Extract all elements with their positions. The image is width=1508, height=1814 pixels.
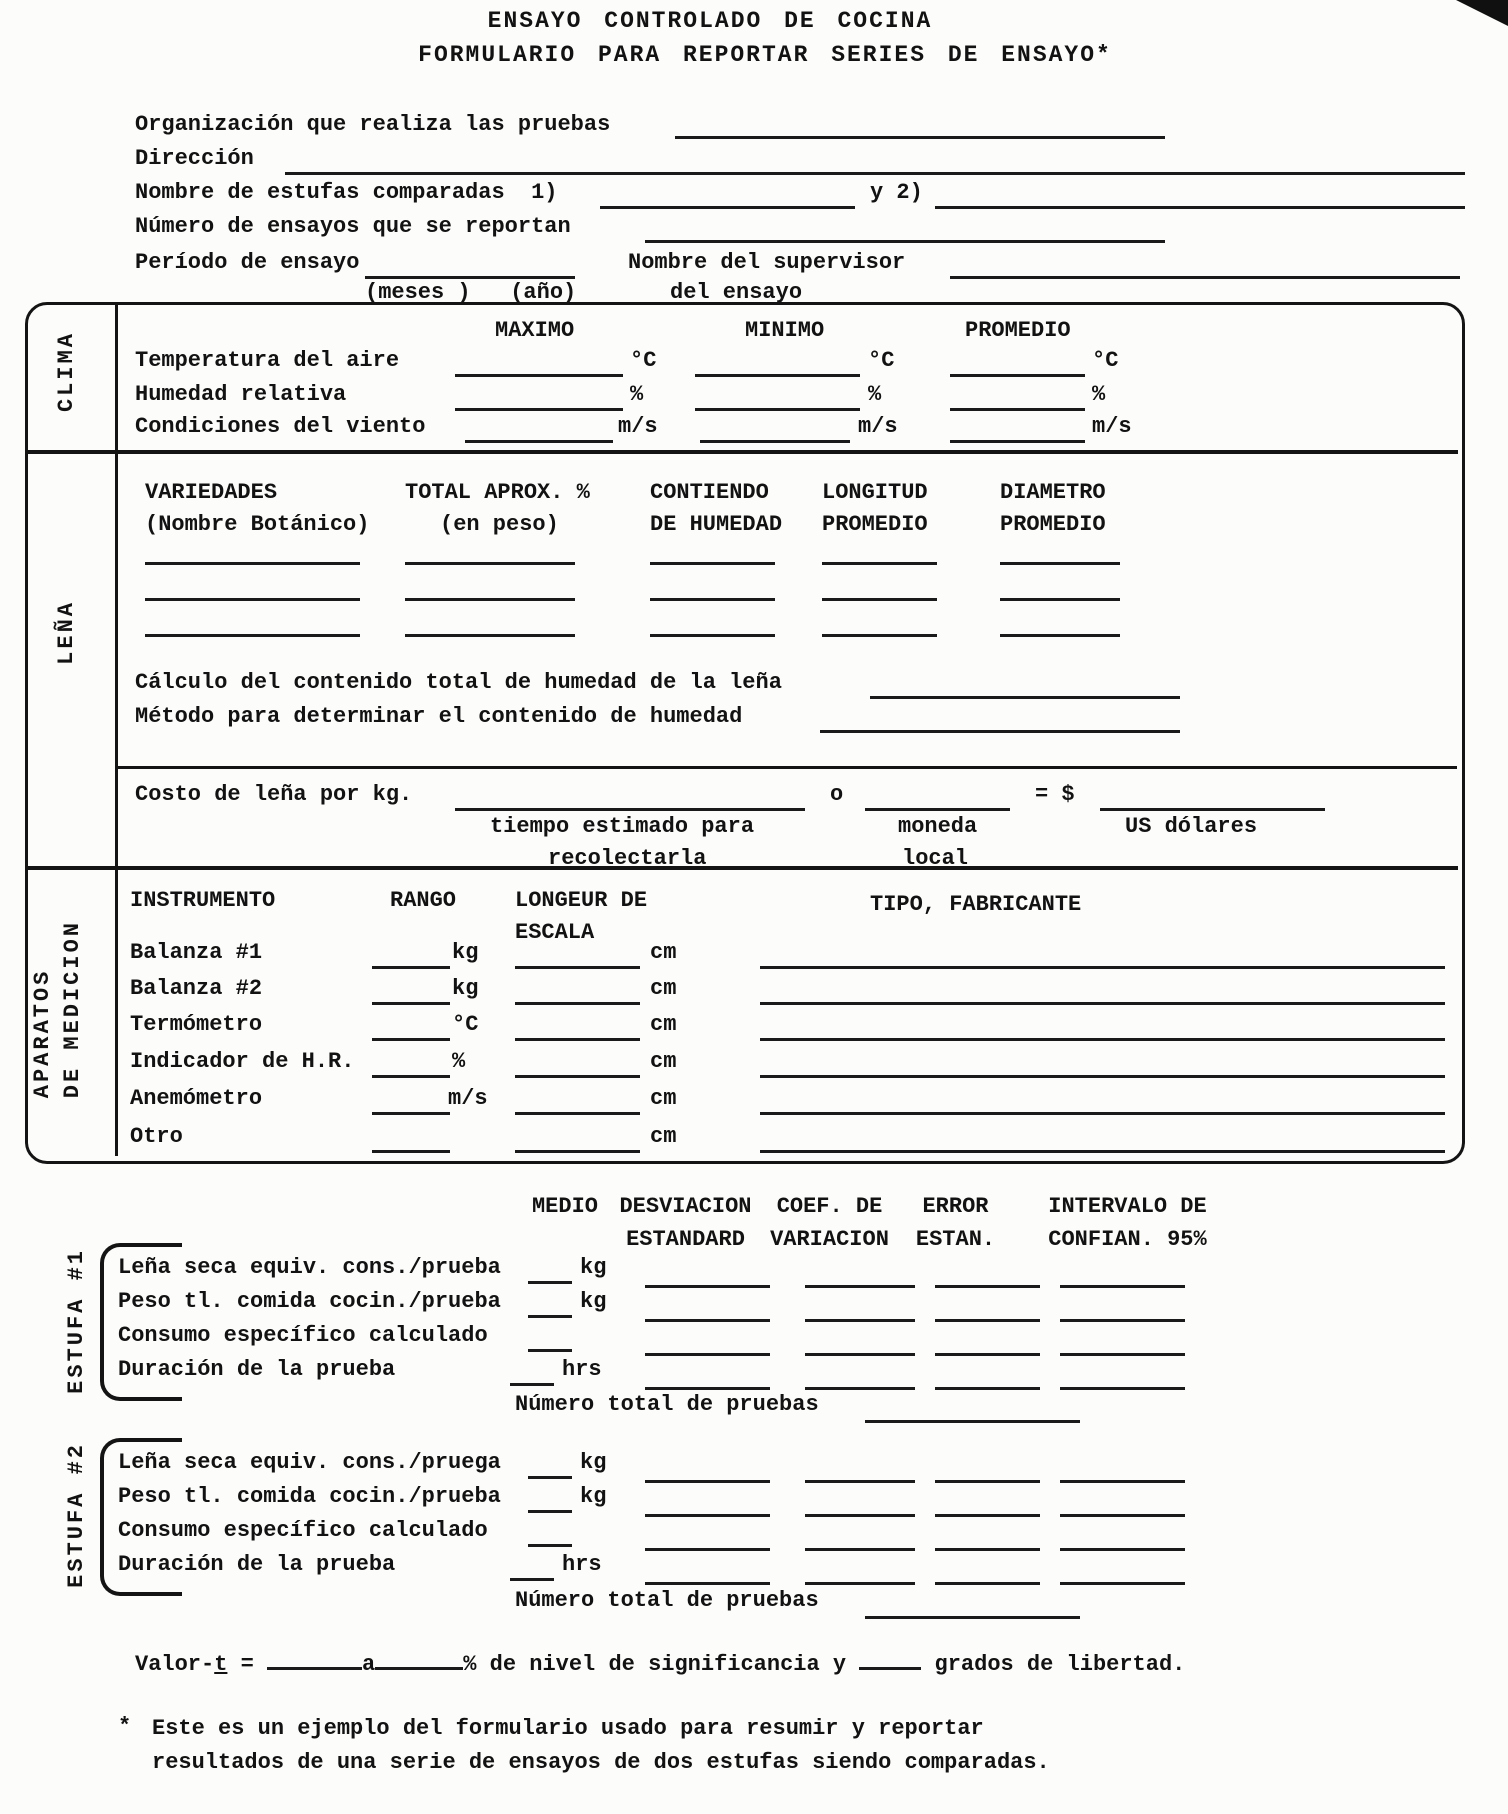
- estufa1-row-1-se-line: [935, 1319, 1040, 1322]
- cost-equals-label: = $: [1035, 782, 1075, 807]
- footnote-marker: *: [118, 1714, 132, 1739]
- estufa1-total-label: Número total de pruebas: [515, 1392, 819, 1417]
- estufa1-row-3-sd-line: [645, 1387, 770, 1390]
- aparatos-row-5-range-line: [372, 1150, 450, 1153]
- clima-row-0-avg-unit: °C: [1092, 348, 1119, 373]
- estufa2-row-2-sd-line: [645, 1548, 770, 1551]
- clima-row-2-label: Condiciones del viento: [135, 414, 426, 439]
- estufa1-side-label: ESTUFA #1: [64, 1248, 89, 1394]
- lena-row-0-col-0-line: [145, 562, 360, 565]
- clima-row-1-label: Humedad relativa: [135, 382, 347, 407]
- estufa1-row-1-unit: kg: [580, 1289, 607, 1314]
- estufa1-row-2-label: Consumo específico calculado: [118, 1323, 488, 1348]
- aparatos-row-0-range-line: [372, 966, 450, 969]
- aparatos-row-2-range-line: [372, 1038, 450, 1041]
- cost-usd-blank-line: [1100, 808, 1325, 811]
- clima-row-0-max-unit: °C: [630, 348, 657, 373]
- lena-row-2-col-4-line: [1000, 634, 1120, 637]
- aparatos-side-label-line2: DE MEDICION: [60, 920, 85, 1099]
- clima-row-1-avg-line: [950, 408, 1085, 411]
- aparatos-row-3-scale-unit: cm: [650, 1049, 677, 1074]
- clima-row-0-avg-line: [950, 374, 1085, 377]
- estufa1-row-2-cv-line: [805, 1353, 915, 1356]
- estufa1-row-0-sd-line: [645, 1285, 770, 1288]
- estufa1-row-2-ci-line: [1060, 1353, 1185, 1356]
- moisture-calc-blank-line: [870, 696, 1180, 699]
- estufa2-total-blank-line: [865, 1616, 1080, 1619]
- aparatos-row-1-scale-unit: cm: [650, 976, 677, 1001]
- cost-label: Costo de leña por kg.: [135, 782, 413, 807]
- clima-row-0-max-line: [455, 374, 623, 377]
- lena-hdr-1-line2: (en peso): [440, 512, 559, 537]
- estufa1-row-3-ci-line: [1060, 1387, 1185, 1390]
- lena-hdr-4-line2: PROMEDIO: [1000, 512, 1106, 537]
- aparatos-row-1-type-line: [760, 1002, 1445, 1005]
- estufa2-row-0-unit: kg: [580, 1450, 607, 1475]
- aparatos-row-3-range-line: [372, 1075, 450, 1078]
- estufa2-row-1-cv-line: [805, 1514, 915, 1517]
- clima-row-1-min-line: [695, 408, 860, 411]
- cost-sub2-line2: local: [902, 846, 969, 871]
- clima-lena-divider: [28, 450, 1458, 454]
- estufa1-row-3-value-line: [510, 1383, 554, 1386]
- clima-row-2-max-line: [465, 440, 613, 443]
- estufa2-row-2-label: Consumo específico calculado: [118, 1518, 488, 1543]
- estufa1-row-3-unit: hrs: [562, 1357, 602, 1382]
- lena-hdr-3-line2: PROMEDIO: [822, 512, 928, 537]
- lena-side-label: LEÑA: [54, 600, 79, 665]
- estufa2-row-2-ci-line: [1060, 1548, 1185, 1551]
- clima-row-1-avg-unit: %: [1092, 382, 1106, 407]
- clima-row-1-max-line: [455, 408, 623, 411]
- lena-row-1-col-1-line: [405, 598, 575, 601]
- stats-col-desviacion: [608, 1190, 763, 1256]
- estufa1-row-0-se-line: [935, 1285, 1040, 1288]
- estufa2-row-1-sd-line: [645, 1514, 770, 1517]
- address-blank-line: [285, 172, 1465, 175]
- lena-row-0-col-3-line: [822, 562, 937, 565]
- estufa1-row-1-ci-line: [1060, 1319, 1185, 1322]
- estufa1-row-1-sd-line: [645, 1319, 770, 1322]
- estufa1-row-1-value-line: [528, 1315, 572, 1318]
- estufa1-row-2-sd-line: [645, 1353, 770, 1356]
- t-value-line: [135, 1652, 1185, 1678]
- aparatos-row-4-range-unit: m/s: [448, 1086, 488, 1111]
- estufa2-row-1-unit: kg: [580, 1484, 607, 1509]
- aparatos-row-2-range-unit: °C: [452, 1012, 479, 1037]
- lena-hdr-1-line1: TOTAL APROX. %: [405, 480, 590, 505]
- lena-row-1-col-4-line: [1000, 598, 1120, 601]
- estufa1-row-3-se-line: [935, 1387, 1040, 1390]
- cost-sub1-line1: tiempo estimado para: [490, 814, 755, 839]
- estufa2-row-0-ci-line: [1060, 1480, 1185, 1483]
- address-label: Dirección: [135, 146, 254, 171]
- clima-row-2-max-unit: m/s: [618, 414, 658, 439]
- aparatos-row-5-label: Otro: [130, 1124, 183, 1149]
- supervisor-blank-line: [950, 276, 1460, 279]
- stats-col-error-line1: ERROR: [922, 1194, 989, 1219]
- t-value-blank-1: [267, 1653, 362, 1670]
- stats-col-intervalo-line2: CONFIAN. 95%: [1048, 1227, 1207, 1252]
- estufa2-row-1-se-line: [935, 1514, 1040, 1517]
- stats-col-coef: [752, 1190, 907, 1256]
- estufa1-row-2-se-line: [935, 1353, 1040, 1356]
- lena-row-0-col-4-line: [1000, 562, 1120, 565]
- estufa2-row-3-ci-line: [1060, 1582, 1185, 1585]
- cost-local-blank-line: [865, 808, 1010, 811]
- aparatos-row-0-type-line: [760, 966, 1445, 969]
- aparatos-col-type: TIPO, FABRICANTE: [870, 892, 1082, 917]
- footnote-line2: resultados de una serie de ensayos de dos estufas siendo comparadas.: [152, 1750, 1050, 1775]
- aparatos-side-label: [28, 920, 88, 1098]
- lena-row-2-col-0-line: [145, 634, 360, 637]
- cost-sub3-label: US dólares: [1125, 814, 1258, 839]
- aparatos-row-3-scale-line: [515, 1075, 640, 1078]
- stoves-and-label: y 2): [870, 180, 923, 205]
- stats-col-intervalo-line1: INTERVALO DE: [1048, 1194, 1207, 1219]
- estufa2-row-2-value-line: [528, 1544, 572, 1547]
- estufa2-row-3-sd-line: [645, 1582, 770, 1585]
- aparatos-side-label-line1: APARATOS: [30, 968, 55, 1099]
- cost-sub2-line1: moneda: [898, 814, 978, 839]
- estufa1-row-0-label: Leña seca equiv. cons./prueba: [118, 1255, 501, 1280]
- stoves-compared-label: Nombre de estufas comparadas 1): [135, 180, 558, 205]
- estufa2-row-3-cv-line: [805, 1582, 915, 1585]
- aparatos-row-0-range-unit: kg: [452, 940, 479, 965]
- period-blank-line: [365, 276, 575, 279]
- aparatos-row-3-label: Indicador de H.R.: [130, 1049, 355, 1074]
- aparatos-row-4-label: Anemómetro: [130, 1086, 263, 1111]
- clima-row-0-min-unit: °C: [868, 348, 895, 373]
- aparatos-row-2-scale-unit: cm: [650, 1012, 677, 1037]
- lena-hdr-0-line1: VARIEDADES: [145, 480, 278, 505]
- page-subtitle: FORMULARIO PARA REPORTAR SERIES DE ENSAYO*: [418, 42, 1112, 68]
- cost-sub1-line2: recolectarla: [548, 846, 707, 871]
- clima-col-promedio: PROMEDIO: [965, 318, 1071, 343]
- aparatos-row-0-scale-unit: cm: [650, 940, 677, 965]
- t-value-blank-2: [375, 1653, 463, 1670]
- aparatos-row-5-scale-unit: cm: [650, 1124, 677, 1149]
- estufa1-row-2-value-line: [528, 1349, 572, 1352]
- estufa1-row-3-label: Duración de la prueba: [118, 1357, 396, 1382]
- supervisor-label: Nombre del supervisor: [628, 250, 906, 275]
- num-tests-blank-line: [645, 240, 1165, 243]
- estufa1-row-0-cv-line: [805, 1285, 915, 1288]
- estufa2-row-0-sd-line: [645, 1480, 770, 1483]
- t-value-equals: =: [240, 1652, 254, 1677]
- stats-col-error: [898, 1190, 1013, 1256]
- aparatos-col-range: RANGO: [390, 888, 457, 913]
- estufa1-row-0-value-line: [528, 1281, 572, 1284]
- aparatos-row-3-range-unit: %: [452, 1049, 466, 1074]
- lena-row-2-col-1-line: [405, 634, 575, 637]
- stove1-blank-line: [600, 206, 855, 209]
- moisture-method-label: Método para determinar el contenido de humedad: [135, 704, 743, 729]
- stats-col-error-line2: ESTAN.: [915, 1227, 996, 1252]
- aparatos-row-1-label: Balanza #2: [130, 976, 263, 1001]
- estufa2-side-label: ESTUFA #2: [64, 1442, 89, 1588]
- clima-row-1-min-unit: %: [868, 382, 882, 407]
- aparatos-row-5-scale-line: [515, 1150, 640, 1153]
- estufa2-row-1-value-line: [528, 1510, 572, 1513]
- supervisor-label2: del ensayo: [670, 280, 803, 305]
- stats-col-desviacion-line2: ESTANDARD: [626, 1227, 745, 1252]
- moisture-calc-label: Cálculo del contenido total de humedad de la leña: [135, 670, 782, 695]
- t-value-suffix: grados de libertad.: [934, 1652, 1186, 1677]
- side-label-gutter-line: [115, 305, 118, 1156]
- estufa1-row-0-unit: kg: [580, 1255, 607, 1280]
- aparatos-row-2-type-line: [760, 1038, 1445, 1041]
- aparatos-row-2-scale-line: [515, 1038, 640, 1041]
- estufa2-row-0-se-line: [935, 1480, 1040, 1483]
- clima-row-1-max-unit: %: [630, 382, 644, 407]
- clima-col-minimo: MINIMO: [745, 318, 825, 343]
- lena-row-0-col-1-line: [405, 562, 575, 565]
- stats-col-desviacion-line1: DESVIACION: [619, 1194, 752, 1219]
- estufa2-row-3-unit: hrs: [562, 1552, 602, 1577]
- lena-hdr-3-line1: LONGITUD: [822, 480, 928, 505]
- t-value-a: a: [362, 1652, 376, 1677]
- stats-col-medio: [520, 1190, 610, 1223]
- lena-row-1-col-0-line: [145, 598, 360, 601]
- aparatos-row-1-scale-line: [515, 1002, 640, 1005]
- lena-aparatos-divider: [28, 866, 1458, 870]
- aparatos-row-4-range-line: [372, 1112, 450, 1115]
- lena-hdr-4-line1: DIAMETRO: [1000, 480, 1106, 505]
- estufa2-row-2-cv-line: [805, 1548, 915, 1551]
- estufa2-row-0-cv-line: [805, 1480, 915, 1483]
- lena-row-1-col-3-line: [822, 598, 937, 601]
- lena-hdr-2-line2: DE HUMEDAD: [650, 512, 783, 537]
- stats-col-coef-line2: VARIACION: [770, 1227, 889, 1252]
- estufa2-row-0-label: Leña seca equiv. cons./pruega: [118, 1450, 501, 1475]
- organization-blank-line: [675, 136, 1165, 139]
- aparatos-row-4-scale-line: [515, 1112, 640, 1115]
- clima-row-2-avg-unit: m/s: [1092, 414, 1132, 439]
- aparatos-row-4-type-line: [760, 1112, 1445, 1115]
- t-value-t: t: [214, 1652, 228, 1677]
- lena-hdr-0-line2: (Nombre Botánico): [145, 512, 370, 537]
- aparatos-row-4-scale-unit: cm: [650, 1086, 677, 1111]
- moisture-method-blank-line: [820, 730, 1180, 733]
- footnote-line1: Este es un ejemplo del formulario usado para resumir y reportar: [152, 1716, 984, 1741]
- estufa2-total-label: Número total de pruebas: [515, 1588, 819, 1613]
- clima-row-2-min-line: [700, 440, 850, 443]
- aparatos-row-5-type-line: [760, 1150, 1445, 1153]
- estufa1-row-1-label: Peso tl. comida cocin./prueba: [118, 1289, 501, 1314]
- clima-row-2-min-unit: m/s: [858, 414, 898, 439]
- cost-time-blank-line: [455, 808, 805, 811]
- estufa2-row-0-value-line: [528, 1476, 572, 1479]
- estufa1-row-1-cv-line: [805, 1319, 915, 1322]
- scan-corner-mark-icon: [1456, 0, 1508, 26]
- aparatos-row-1-range-unit: kg: [452, 976, 479, 1001]
- stove2-blank-line: [935, 206, 1465, 209]
- clima-row-0-label: Temperatura del aire: [135, 348, 400, 373]
- page-title: ENSAYO CONTROLADO DE COCINA: [487, 8, 933, 34]
- aparatos-row-0-label: Balanza #1: [130, 940, 263, 965]
- t-value-significance: % de nivel de significancia y: [463, 1652, 847, 1677]
- stats-col-medio-line1: MEDIO: [531, 1194, 598, 1219]
- estufa1-row-3-cv-line: [805, 1387, 915, 1390]
- t-value-prefix: Valor-: [135, 1652, 215, 1677]
- num-tests-label: Número de ensayos que se reportan: [135, 214, 571, 239]
- aparatos-row-3-type-line: [760, 1075, 1445, 1078]
- estufa1-total-blank-line: [865, 1420, 1080, 1423]
- organization-label: Organización que realiza las pruebas: [135, 112, 611, 137]
- lena-row-0-col-2-line: [650, 562, 775, 565]
- clima-row-0-min-line: [695, 374, 860, 377]
- stats-col-coef-line1: COEF. DE: [776, 1194, 883, 1219]
- aparatos-row-1-range-line: [372, 1002, 450, 1005]
- period-units-label: (meses ) (año): [365, 280, 577, 305]
- lena-row-1-col-2-line: [650, 598, 775, 601]
- aparatos-row-0-scale-line: [515, 966, 640, 969]
- lena-hdr-2-line1: CONTIENDO: [650, 480, 769, 505]
- estufa1-row-0-ci-line: [1060, 1285, 1185, 1288]
- clima-side-label: CLIMA: [54, 331, 79, 413]
- stats-col-intervalo: [1030, 1190, 1225, 1256]
- clima-row-2-avg-line: [950, 440, 1085, 443]
- estufa2-row-2-se-line: [935, 1548, 1040, 1551]
- t-value-blank-3: [859, 1653, 921, 1670]
- estufa2-row-3-se-line: [935, 1582, 1040, 1585]
- aparatos-row-2-label: Termómetro: [130, 1012, 263, 1037]
- aparatos-col-scale-line2: ESCALA: [515, 920, 595, 945]
- lena-row-2-col-3-line: [822, 634, 937, 637]
- aparatos-col-instrument: INSTRUMENTO: [130, 888, 276, 913]
- lena-cost-divider: [117, 766, 1457, 769]
- aparatos-col-scale-line1: LONGEUR DE: [515, 888, 648, 913]
- estufa2-row-3-value-line: [510, 1578, 554, 1581]
- cost-or-label: o: [830, 782, 844, 807]
- estufa2-row-1-ci-line: [1060, 1514, 1185, 1517]
- lena-row-2-col-2-line: [650, 634, 775, 637]
- clima-col-maximo: MAXIMO: [495, 318, 575, 343]
- estufa2-row-1-label: Peso tl. comida cocin./prueba: [118, 1484, 501, 1509]
- estufa2-row-3-label: Duración de la prueba: [118, 1552, 396, 1577]
- period-label: Período de ensayo: [135, 250, 360, 275]
